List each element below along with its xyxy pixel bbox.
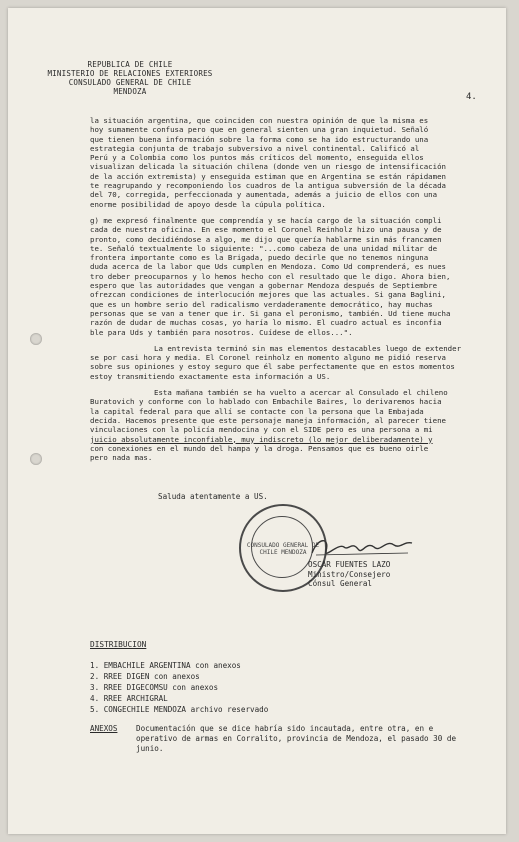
text-line: hoy sumamente confusa pero que en general sienten una gran inquietud. Señaló	[90, 125, 429, 135]
letter-body	[90, 116, 490, 469]
text-line: vinculaciones con la policía mendocina y con el SIDE pero es una persona a mi	[90, 425, 433, 435]
distribution-item: 1. EMBACHILE ARGENTINA con anexos	[90, 661, 241, 670]
punch-hole	[30, 453, 42, 465]
punch-hole	[30, 333, 42, 345]
text-line: La entrevista terminó sin mas elementos destacables luego de extender	[154, 343, 462, 353]
distribution-item: 3. RREE DIGECOMSU con anexos	[90, 683, 219, 692]
text-line: de la acción extremista) y enseguida estiman que en Argentina se están rápidamen	[90, 171, 446, 181]
signature-block	[308, 560, 390, 589]
letterhead-line: MENDOZA	[113, 87, 147, 96]
text-line: que es un hombre serio del radicalismo verdaderamente democrático, hay muchas	[90, 299, 433, 309]
signer-title: Cónsul General	[308, 579, 373, 588]
signer-title: Ministro/Consejero	[308, 569, 391, 579]
letterhead	[30, 60, 230, 96]
text-line: enorme posibilidad de apoyo desde la cúpula política.	[90, 199, 326, 209]
text-line: g) me expresó finalmente que comprendía y se hacía cargo de la situación compli	[90, 215, 442, 225]
text-line: se por casi hora y media. El Coronel reinholz en momento alguno me pidió reserva	[90, 353, 446, 363]
stamp-text: CONSULADO GENERAL DE CHILE MENDOZA	[246, 542, 320, 556]
distribution-title: DISTRIBUCION	[90, 640, 147, 649]
letterhead-line: MINISTERIO DE RELACIONES EXTERIORES	[47, 69, 213, 78]
text-line: te reagrupando y recomponiendo los cuadros de la antigua subversión de la década	[90, 181, 446, 191]
text-line: que tienen buena información sobre la forma como se ha ido estructurando una	[90, 134, 429, 144]
text-line: pronto, como decidiéndose a algo, me dijo que quería hablarme sin más francamen	[90, 234, 442, 244]
text-line: estoy transmitiendo exactamente esta información a US.	[90, 371, 331, 381]
distribution-item: 4. RREE ARCHIGRAL	[90, 694, 168, 703]
paragraph	[90, 344, 490, 381]
text-line: decida. Hacemos presente que este personaje maneja información, al parecer tiene	[90, 415, 446, 425]
text-line: ofrezcan condiciones de interlocución mejores que las actuales. Si gana Baglini,	[90, 290, 446, 300]
document-page	[8, 8, 506, 834]
page-number: 4.	[466, 92, 477, 102]
paragraph	[90, 388, 490, 462]
text-line: personas que se van a tener que ir. Si gana el peronismo, también. Ud tiene mucha	[90, 308, 451, 318]
text-line: te. Señaló textualmente lo siguiente: "...como cabeza de una unidad militar de	[90, 243, 438, 253]
text-line: cada de nuestra oficina. En ese momento el Coronel Reinholz hizo una pausa y de	[90, 225, 442, 235]
distribution-list	[90, 660, 268, 715]
text-line: razón de dudar de muchas cosas, yo haría lo mismo. El cuadro actual es inconfia	[90, 318, 442, 328]
text-line: tro deber preocuparnos y lo hemos hecho con el resultado que le digo. Ahora bien,	[90, 271, 451, 281]
handwritten-signature	[308, 533, 428, 563]
paragraph	[90, 116, 490, 209]
text-line: pero nada mas.	[90, 453, 153, 463]
text-line: Buratovich y conforme con lo hablado con Embachile Baires, lo derivaremos hacia	[90, 397, 442, 407]
text-line: la situación argentina, que coinciden con nuestra opinión de que la misma es	[90, 116, 429, 125]
letterhead-line: REPUBLICA DE CHILE	[87, 60, 173, 69]
text-line: Esta mañana también se ha vuelto a acercar al Consulado el chileno	[154, 388, 448, 398]
distribution-item: 5. CONGECHILE MENDOZA archivo reservado	[90, 705, 269, 714]
text-line: sobre sus opiniones y estoy seguro que él sabe perfectamente que en estos momentos	[90, 362, 455, 372]
signer-name: OSCAR FUENTES LAZO	[308, 560, 391, 569]
text-line: frontera importante como es la Brigada, puedo decirle que no tenemos ninguna	[90, 253, 429, 263]
text-line: del 70, corregida, perfeccionada y aumentada, además a juicio de ellos con una	[90, 190, 438, 200]
text-line: Perú y a Colombia como los puntos más críticos del momento, enseguida ellos	[90, 153, 424, 163]
text-line: duda acerca de la labor que Uds cumplen en Mendoza. Como Ud comprenderá, es nues	[90, 262, 446, 272]
text-line: con conexiones en el mundo del hampa y la droga. Pensamos que es bueno oirle	[90, 443, 429, 453]
text-line: estrategia conjunta de trabajo subversivo a nivel continental. Calificó al	[90, 143, 420, 153]
text-line: espero que las autoridades que vengan a gobernar Mendoza después de Septiembre	[90, 281, 438, 291]
anexos-text: Documentación que se dice habría sido incautada, entre otra, en e operativo de armas en Corralito, provincia de Mendoza, el pasado 30 de junio.	[136, 724, 457, 753]
text-line: ble para Uds y también para nosotros. Cuídese de ellos...".	[90, 327, 353, 337]
anexos-label: ANEXOS	[90, 724, 118, 733]
text-line: visualizan delicada la situación chilena (donde ven un riesgo de intensificación	[90, 162, 446, 172]
letterhead-line: CONSULADO GENERAL DE CHILE	[68, 78, 192, 87]
text-line: la capital federal para que allí se contacte con la persona que la Embajada	[90, 406, 424, 416]
distribution-item: 2. RREE DIGEN con anexos	[90, 672, 200, 681]
closing-salutation: Saluda atentamente a US.	[158, 492, 268, 501]
paragraph	[90, 216, 490, 337]
underlined-text-line: juicio absolutamente inconfiable, muy indiscreto (lo mejor deliberadamente) y	[90, 434, 433, 444]
